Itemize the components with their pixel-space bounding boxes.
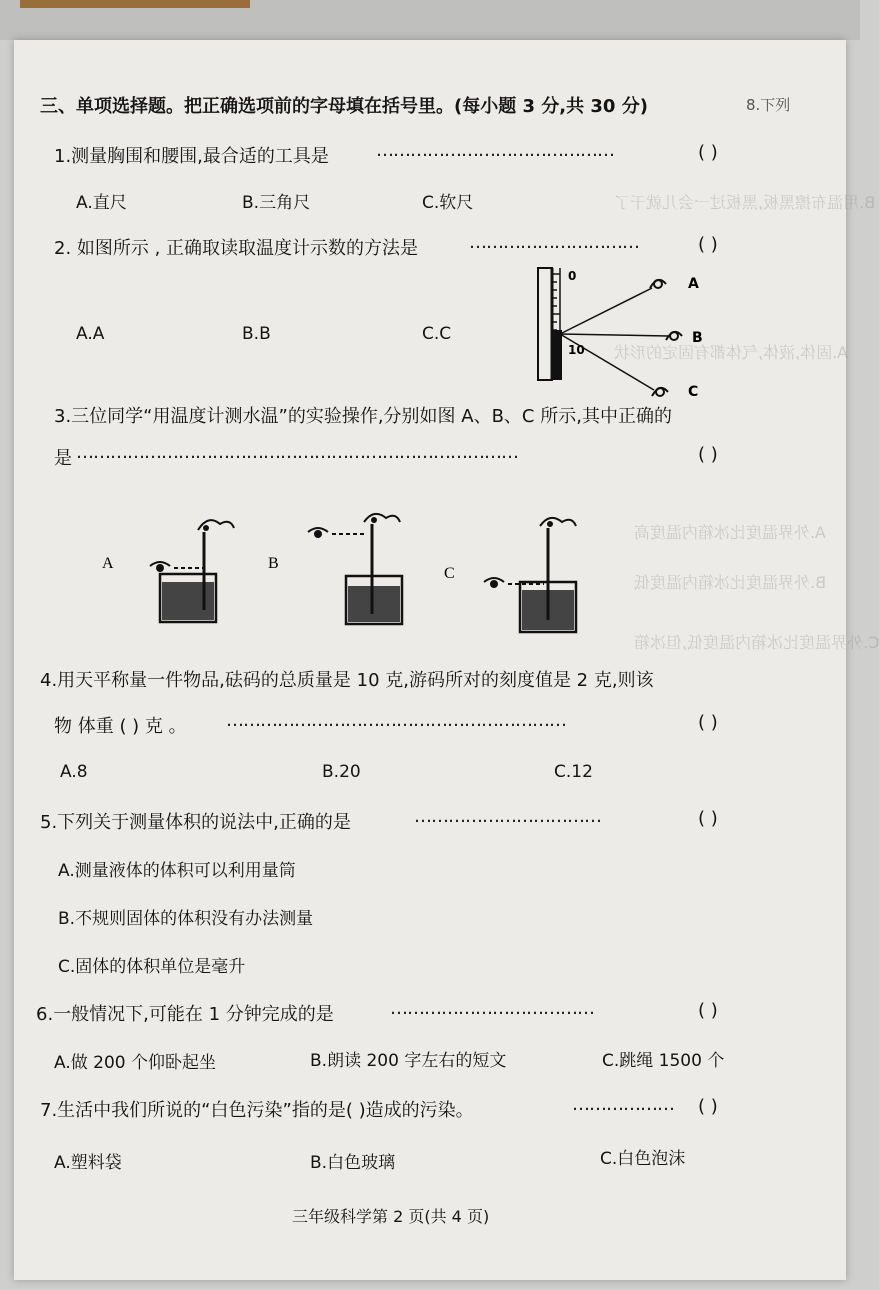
bleed-through-text: B.用温布擦黑板,黑板过一会儿就干了 xyxy=(614,193,876,212)
question-1-option-c: C.软尺 xyxy=(422,193,474,213)
question-5-answer-blank[interactable]: ( ) xyxy=(698,808,718,829)
question-4-stem-line1: 4.用天平称量一件物品,砝码的总质量是 10 克,游码所对的刻度值是 2 克,则该 xyxy=(40,670,654,691)
question-3-answer-blank[interactable]: ( ) xyxy=(698,444,718,465)
beaker-label-c: C xyxy=(444,565,455,582)
leader-dots: ………………………… xyxy=(469,232,639,253)
bleed-through-text: A.固体,液体,气体都有固定的形状 xyxy=(614,343,848,362)
question-5-option-b: B.不规则固体的体积没有办法测量 xyxy=(58,909,314,929)
eye-label-a: A xyxy=(688,276,699,292)
scale-mid-label: 10 xyxy=(568,343,585,357)
question-6-option-b: B.朗读 200 字左右的短文 xyxy=(310,1051,507,1071)
question-7-answer-blank[interactable]: ( ) xyxy=(698,1096,718,1117)
beaker-label-b: B xyxy=(268,555,279,572)
bleed-through-text: A.外界温度比冰箱内温度高 xyxy=(634,523,826,542)
page-footer: 三年级科学第 2 页(共 4 页) xyxy=(292,1207,490,1226)
bleed-through-text: B.外界温度比冰箱内温度低 xyxy=(634,573,827,592)
question-5-option-a: A.测量液体的体积可以利用量筒 xyxy=(58,861,296,881)
beaker-figure-c xyxy=(444,516,584,636)
question-1-stem: 1.测量胸围和腰围,最合适的工具是 xyxy=(54,146,329,167)
question-1-option-b: B.三角尺 xyxy=(242,193,311,213)
leader-dots: ……………… xyxy=(572,1094,674,1115)
scan-edge-strip xyxy=(20,0,250,8)
beaker-figure-b xyxy=(268,510,408,630)
eye-label-c: C xyxy=(688,384,699,400)
thermometer-reading-figure xyxy=(530,266,710,400)
question-7-option-a: A.塑料袋 xyxy=(54,1153,122,1173)
question-7-stem: 7.生活中我们所说的“白色污染”指的是( )造成的污染。 xyxy=(40,1100,474,1121)
question-2-option-c: C.C xyxy=(422,324,452,344)
leader-dots: …………………………………… xyxy=(376,140,614,161)
leader-dots: …………………………… xyxy=(414,806,601,827)
question-4-stem-line2: 物 体重 ( ) 克 。 xyxy=(54,716,187,737)
question-7-option-b: B.白色玻璃 xyxy=(310,1153,396,1173)
leader-dots: …………………………………………………………………… xyxy=(76,442,518,463)
question-6-answer-blank[interactable]: ( ) xyxy=(698,1000,718,1021)
bleed-question-number: 8.下列 xyxy=(746,96,791,114)
question-5-option-c: C.固体的体积单位是毫升 xyxy=(58,957,246,977)
question-6-option-a: A.做 200 个仰卧起坐 xyxy=(54,1053,216,1073)
question-4-answer-blank[interactable]: ( ) xyxy=(698,712,718,733)
question-6-option-c: C.跳绳 1500 个 xyxy=(602,1051,725,1071)
question-6-stem: 6.一般情况下,可能在 1 分钟完成的是 xyxy=(36,1004,334,1025)
question-5-stem: 5.下列关于测量体积的说法中,正确的是 xyxy=(40,812,351,833)
question-4-option-c: C.12 xyxy=(554,762,593,782)
question-2-answer-blank[interactable]: ( ) xyxy=(698,234,718,255)
question-3-stem-line1: 3.三位同学“用温度计测水温”的实验操作,分别如图 A、B、C 所示,其中正确的 xyxy=(54,406,672,427)
eye-label-b: B xyxy=(692,330,703,346)
question-2-stem: 2. 如图所示 , 正确取读取温度计示数的方法是 xyxy=(54,238,419,259)
beaker-figure-a xyxy=(102,514,232,624)
question-2-option-b: B.B xyxy=(242,324,271,344)
scale-top-label: 0 xyxy=(568,269,577,283)
question-3-stem-line2: 是 xyxy=(54,448,72,469)
question-4-option-a: A.8 xyxy=(60,762,88,782)
question-4-option-b: B.20 xyxy=(322,762,361,782)
section-title: 三、单项选择题。把正确选项前的字母填在括号里。(每小题 3 分,共 30 分) xyxy=(40,96,648,117)
question-1-answer-blank[interactable]: ( ) xyxy=(698,142,718,163)
leader-dots: …………………………………………………… xyxy=(226,710,566,731)
question-1-option-a: A.直尺 xyxy=(76,193,127,213)
exam-page xyxy=(14,40,879,1280)
leader-dots: ……………………………… xyxy=(390,998,594,1019)
beaker-label-a: A xyxy=(102,555,114,572)
bleed-through-text: C.外界温度比冰箱内温度低,但冰箱 xyxy=(634,633,879,652)
question-7-option-c: C.白色泡沫 xyxy=(600,1149,686,1169)
question-2-option-a: A.A xyxy=(76,324,105,344)
